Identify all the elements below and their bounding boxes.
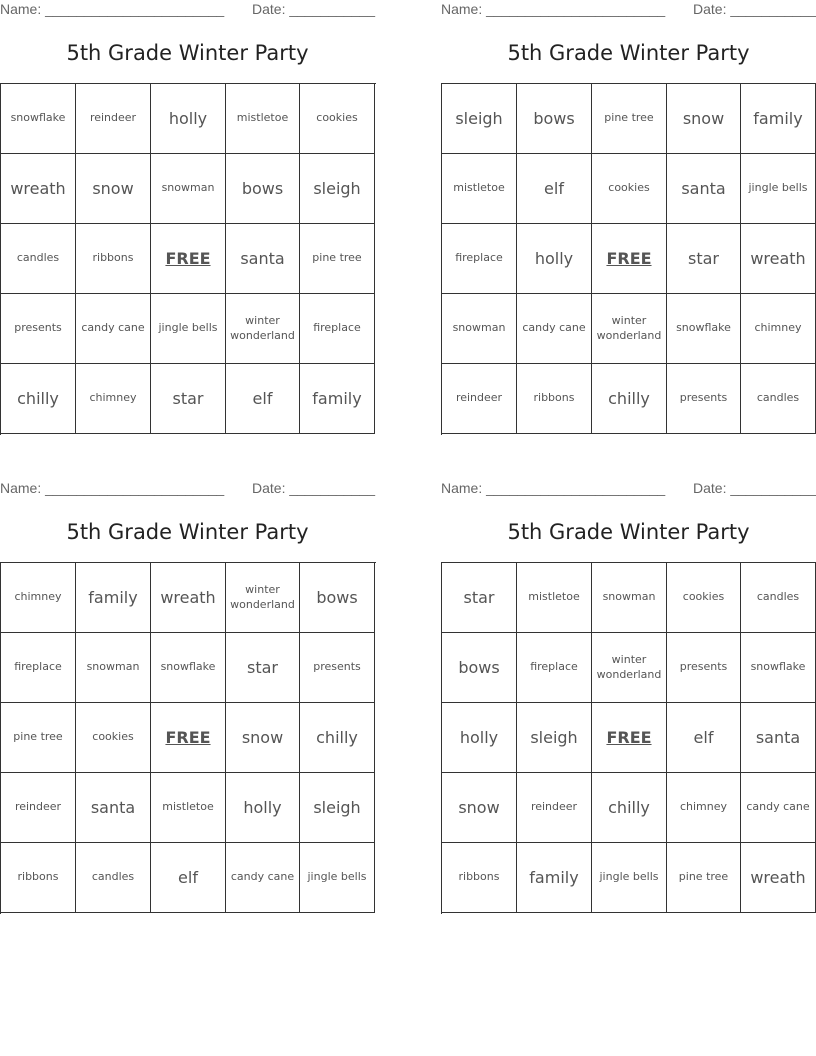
- date-field-label: Date: ___________: [252, 480, 375, 496]
- bingo-cell: pine tree: [667, 843, 741, 913]
- date-field-label: Date: ___________: [693, 1, 816, 17]
- bingo-cell: winter wonderland: [592, 633, 667, 703]
- bingo-cell: snowman: [151, 154, 226, 224]
- bingo-cell: pine tree: [300, 224, 375, 294]
- name-field-label: Name: _______________________: [441, 480, 666, 496]
- bingo-cell: candy cane: [226, 843, 300, 913]
- bingo-card-1: [0, 0, 375, 435]
- name-date-line: [441, 1, 816, 21]
- bingo-cell: family: [300, 364, 375, 434]
- bingo-cell: fireplace: [517, 633, 592, 703]
- bingo-cell: wreath: [151, 563, 226, 633]
- bingo-cell: candy cane: [741, 773, 816, 843]
- bingo-cell: ribbons: [442, 843, 517, 913]
- bingo-cell: bows: [517, 84, 592, 154]
- bingo-cell: elf: [151, 843, 226, 913]
- bingo-cell: bows: [442, 633, 517, 703]
- bingo-cell: santa: [76, 773, 151, 843]
- bingo-cell: presents: [300, 633, 375, 703]
- bingo-cell: sleigh: [517, 703, 592, 773]
- bingo-cell: chilly: [592, 773, 667, 843]
- bingo-card-2: [441, 0, 816, 435]
- bingo-cell: ribbons: [76, 224, 151, 294]
- name-date-line: [0, 480, 375, 500]
- bingo-cell: bows: [226, 154, 300, 224]
- bingo-cell: jingle bells: [151, 294, 226, 364]
- bingo-cell: sleigh: [300, 773, 375, 843]
- date-field-label: Date: ___________: [693, 480, 816, 496]
- bingo-cell: reindeer: [1, 773, 76, 843]
- bingo-cell: candles: [741, 563, 816, 633]
- name-field-label: Name: _______________________: [441, 1, 666, 17]
- bingo-cell: family: [517, 843, 592, 913]
- bingo-cell: wreath: [741, 224, 816, 294]
- bingo-cell: snow: [226, 703, 300, 773]
- card-title: 5th Grade Winter Party: [507, 41, 750, 65]
- bingo-grid: [0, 83, 376, 435]
- bingo-cell: jingle bells: [300, 843, 375, 913]
- bingo-cell: chimney: [76, 364, 151, 434]
- bingo-cell: chimney: [741, 294, 816, 364]
- bingo-grid: [441, 83, 816, 435]
- bingo-cell: ribbons: [517, 364, 592, 434]
- bingo-card-4: [441, 479, 816, 914]
- bingo-cell: jingle bells: [592, 843, 667, 913]
- bingo-cell: holly: [517, 224, 592, 294]
- bingo-cell: star: [442, 563, 517, 633]
- bingo-cell: sleigh: [442, 84, 517, 154]
- bingo-cell: mistletoe: [226, 84, 300, 154]
- bingo-cell: family: [741, 84, 816, 154]
- bingo-cell: snowflake: [151, 633, 226, 703]
- bingo-cell: holly: [226, 773, 300, 843]
- bingo-cell: fireplace: [300, 294, 375, 364]
- bingo-cell: candles: [741, 364, 816, 434]
- bingo-cell: elf: [226, 364, 300, 434]
- bingo-cell: pine tree: [1, 703, 76, 773]
- bingo-card-3: [0, 479, 375, 914]
- card-title: 5th Grade Winter Party: [66, 520, 309, 544]
- bingo-cell: mistletoe: [442, 154, 517, 224]
- name-field-label: Name: _______________________: [0, 480, 225, 496]
- bingo-cell: snowflake: [1, 84, 76, 154]
- bingo-cell: cookies: [667, 563, 741, 633]
- bingo-cell: star: [226, 633, 300, 703]
- bingo-cell: reindeer: [76, 84, 151, 154]
- bingo-cell: holly: [151, 84, 226, 154]
- name-field-label: Name: _______________________: [0, 1, 225, 17]
- bingo-cell: reindeer: [517, 773, 592, 843]
- bingo-cell: snowman: [592, 563, 667, 633]
- bingo-cell: presents: [667, 633, 741, 703]
- bingo-cell: candles: [76, 843, 151, 913]
- bingo-cell: snowman: [76, 633, 151, 703]
- bingo-grid: [0, 562, 376, 914]
- bingo-cell: cookies: [300, 84, 375, 154]
- bingo-cell: elf: [517, 154, 592, 224]
- bingo-cell: presents: [1, 294, 76, 364]
- bingo-cell: fireplace: [442, 224, 517, 294]
- bingo-cell: presents: [667, 364, 741, 434]
- name-date-line: [0, 1, 375, 21]
- bingo-cell: chimney: [1, 563, 76, 633]
- bingo-cell: snow: [442, 773, 517, 843]
- bingo-cell: elf: [667, 703, 741, 773]
- bingo-cell: cookies: [592, 154, 667, 224]
- bingo-cell: fireplace: [1, 633, 76, 703]
- bingo-cell: winter wonderland: [226, 563, 300, 633]
- bingo-cell: cookies: [76, 703, 151, 773]
- date-field-label: Date: ___________: [252, 1, 375, 17]
- bingo-cell: winter wonderland: [226, 294, 300, 364]
- free-space: FREE: [151, 224, 226, 294]
- bingo-cell: pine tree: [592, 84, 667, 154]
- bingo-cell: jingle bells: [741, 154, 816, 224]
- bingo-cell: chilly: [300, 703, 375, 773]
- card-title: 5th Grade Winter Party: [66, 41, 309, 65]
- bingo-cell: chimney: [667, 773, 741, 843]
- free-space: FREE: [151, 703, 226, 773]
- bingo-cell: star: [151, 364, 226, 434]
- card-title: 5th Grade Winter Party: [507, 520, 750, 544]
- bingo-cell: holly: [442, 703, 517, 773]
- free-space: FREE: [592, 703, 667, 773]
- bingo-grid: [441, 562, 816, 914]
- bingo-cell: star: [667, 224, 741, 294]
- bingo-cell: snow: [667, 84, 741, 154]
- bingo-cell: santa: [741, 703, 816, 773]
- bingo-cell: chilly: [592, 364, 667, 434]
- bingo-cell: candles: [1, 224, 76, 294]
- bingo-cell: santa: [667, 154, 741, 224]
- bingo-cell: wreath: [741, 843, 816, 913]
- name-date-line: [441, 480, 816, 500]
- bingo-cell: mistletoe: [151, 773, 226, 843]
- bingo-cell: family: [76, 563, 151, 633]
- bingo-cell: sleigh: [300, 154, 375, 224]
- bingo-cell: winter wonderland: [592, 294, 667, 364]
- bingo-cell: reindeer: [442, 364, 517, 434]
- bingo-cell: snowman: [442, 294, 517, 364]
- bingo-cell: wreath: [1, 154, 76, 224]
- bingo-cell: santa: [226, 224, 300, 294]
- bingo-cell: snowflake: [741, 633, 816, 703]
- bingo-cell: bows: [300, 563, 375, 633]
- bingo-cell: candy cane: [517, 294, 592, 364]
- bingo-cell: candy cane: [76, 294, 151, 364]
- bingo-cell: ribbons: [1, 843, 76, 913]
- bingo-cell: mistletoe: [517, 563, 592, 633]
- bingo-cell: snowflake: [667, 294, 741, 364]
- free-space: FREE: [592, 224, 667, 294]
- bingo-cell: chilly: [1, 364, 76, 434]
- bingo-cell: snow: [76, 154, 151, 224]
